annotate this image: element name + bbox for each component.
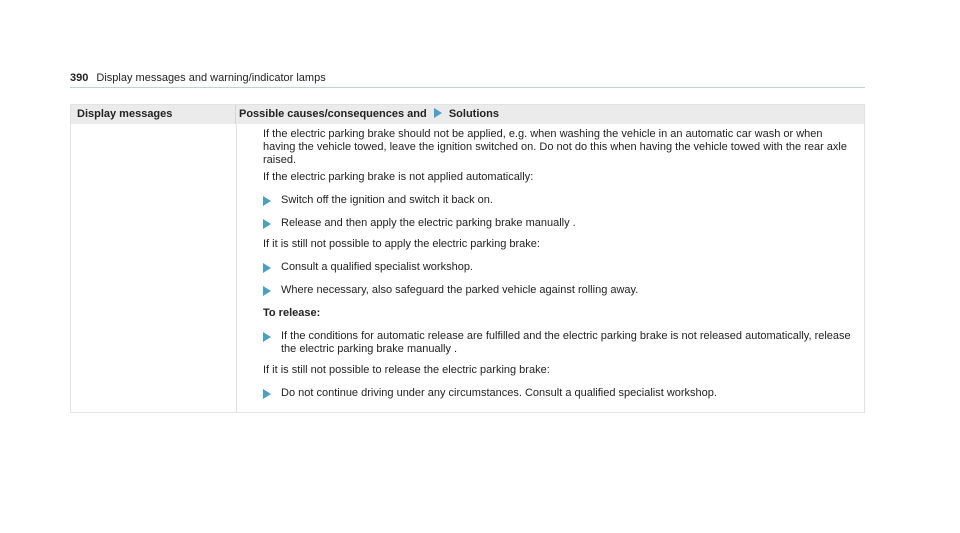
paragraph: If it is still not possible to release the electric parking brake: xyxy=(263,364,550,376)
column-header-display-messages: Display messages xyxy=(71,105,236,124)
paragraph: If the electric parking brake is not applied automatically: xyxy=(263,171,534,183)
step-text: Release and then apply the electric parking brake manually . xyxy=(281,217,576,229)
arrow-right-icon xyxy=(263,196,271,206)
column-header-causes: Possible causes/consequences and xyxy=(239,108,427,120)
step-text: Consult a qualified specialist workshop. xyxy=(281,261,473,273)
arrow-right-icon xyxy=(263,389,271,399)
display-message-cell xyxy=(71,124,237,412)
step-item xyxy=(263,330,854,356)
arrow-right-icon xyxy=(263,332,271,342)
release-label: To release: xyxy=(263,307,321,319)
arrow-right-icon xyxy=(434,108,442,118)
step-text: Where necessary, also safeguard the parked vehicle against rolling away. xyxy=(281,284,639,296)
page-header xyxy=(70,71,865,88)
step-item xyxy=(263,217,854,230)
display-messages-table xyxy=(70,104,865,413)
paragraph: If the electric parking brake should not be applied, e.g. when washing the vehicle in an automatic car wash or when having the vehicle towed, leave the ignition switched on. Do not do this when having the vehicle towed with the rear axle raised. xyxy=(263,128,847,166)
page-title: Display messages and warning/indicator lamps xyxy=(96,72,326,84)
step-item xyxy=(263,261,854,274)
step-item xyxy=(263,387,854,400)
table-body-row xyxy=(71,124,864,412)
page-number: 390 xyxy=(70,72,89,84)
paragraph: If it is still not possible to apply the electric parking brake: xyxy=(263,238,540,250)
arrow-right-icon xyxy=(263,219,271,229)
step-text: Switch off the ignition and switch it back on. xyxy=(281,194,493,206)
table-header-row xyxy=(71,105,864,124)
step-text: Do not continue driving under any circumstances. Consult a qualified specialist workshop. xyxy=(281,387,717,399)
step-item xyxy=(263,194,854,207)
arrow-right-icon xyxy=(263,263,271,273)
column-header-solutions: Solutions xyxy=(448,108,499,120)
step-text: If the conditions for automatic release are fulfilled and the electric parking brake is not released automatically, release the electric parking brake manually . xyxy=(281,330,851,355)
column-header-causes-solutions xyxy=(236,105,864,124)
arrow-right-icon xyxy=(263,286,271,296)
step-item xyxy=(263,284,854,297)
